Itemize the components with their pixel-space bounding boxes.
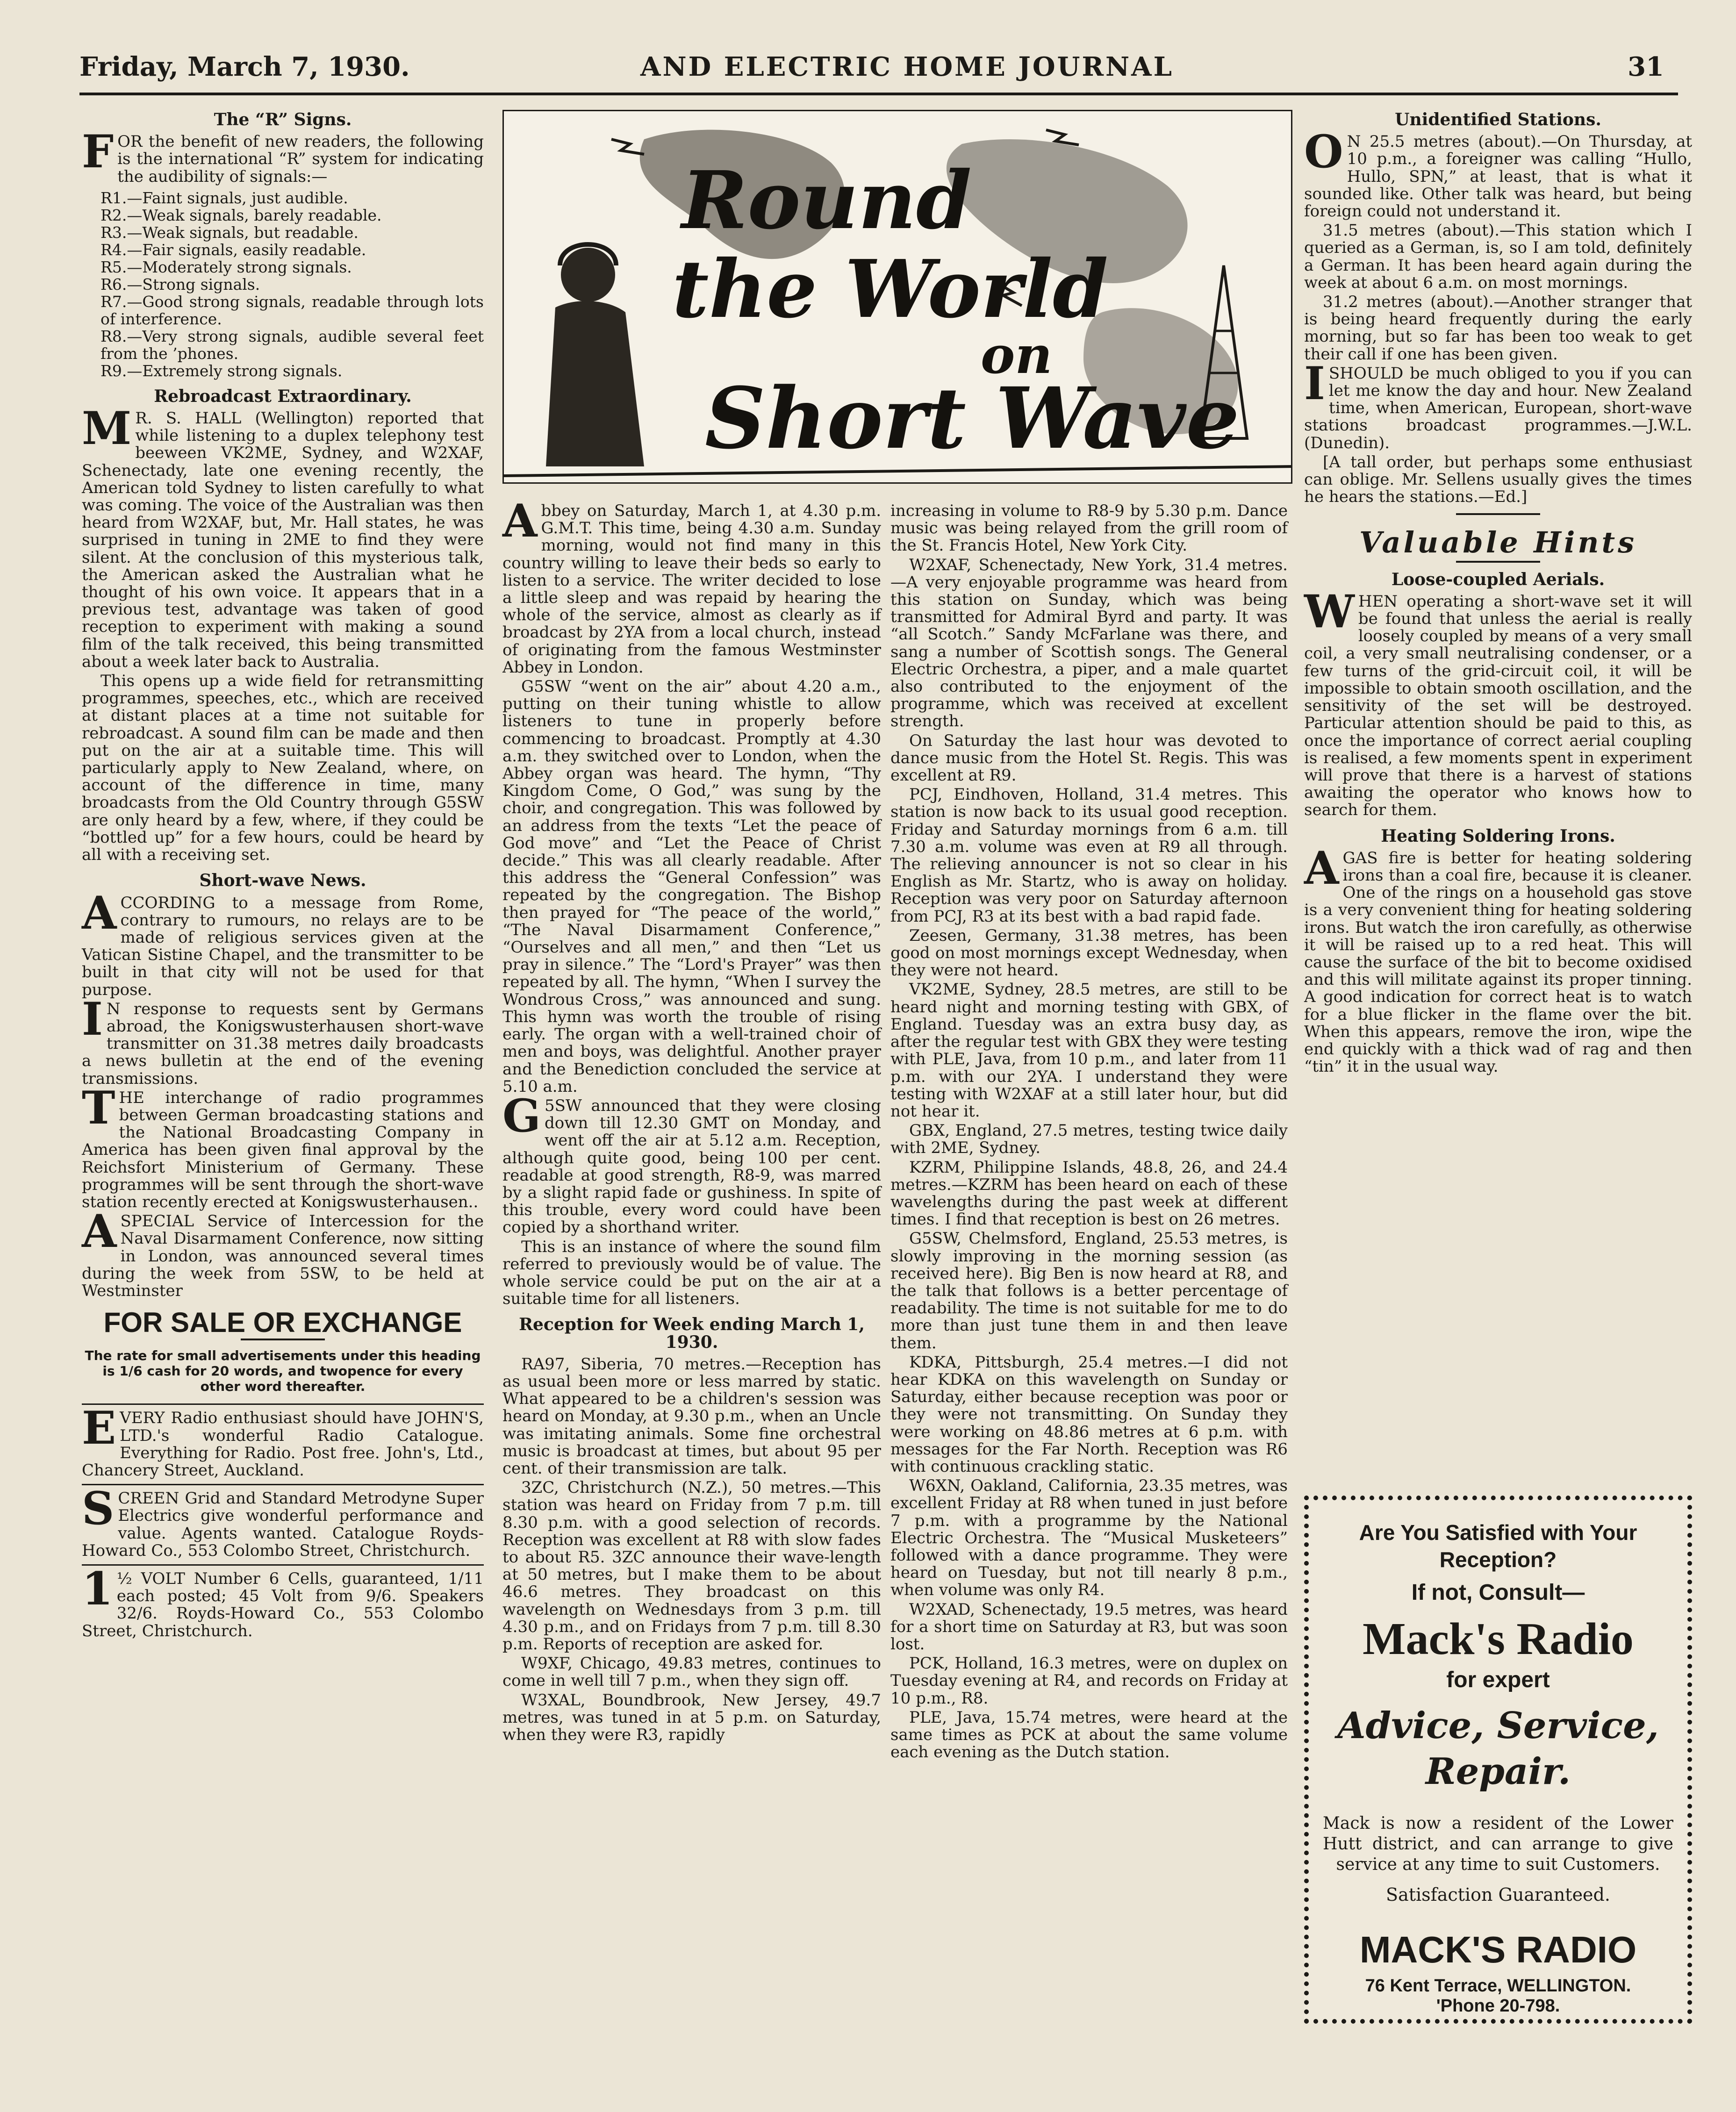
advert-address: 76 Kent Terrace, WELLINGTON. [1365,1976,1631,1996]
advert-for-expert: for expert [1446,1668,1550,1692]
column-2 [502,494,881,1746]
station-report: Zeesen, Germany, 31.38 metres, has been good on most mornings except Wednesday, when they were not heard. [890,926,1288,980]
station-report: PCJ, Eindhoven, Holland, 31.4 metres. This station is now back to its usual good reception. Friday and Saturday mornings from 6 a.m. till 7.30 a.m. volume was even at R9 all through. The relieving announcer is not so clear in his English as Mr. Startz, who is away on holiday. Reception was very poor on Saturday afternoon from PCJ, R3 at its best with a bad rapid fade. [890,785,1288,926]
list-item: R8.—Very strong signals, audible several feet from the ’phones. [100,327,484,363]
editor-note: [A tall order, but perhaps some enthusiast can oblige. Mr. Sellens usually gives the times he hears the stations.—Ed.] [1304,452,1692,507]
station-report: W3XAL, Boundbrook, New Jersey, 49.7 metres, was tuned in at 5 p.m. on Saturday, when they were R3, rapidly [502,1690,881,1745]
list-item: R4.—Fair signals, easily readable. [100,240,366,259]
list-item: R9.—Extremely strong signals. [100,361,343,380]
news-paragraph: IN response to requests sent by Germans abroad, the Konigswusterhausen short-wave transmitter on 31.38 metres daily broadcasts a news bulletin at the end of the evening transmissions. [82,992,484,1088]
advert-question: Are You Satisfied with Your Reception? [1359,1520,1637,1572]
station-report: PCK, Holland, 16.3 metres, were on duplex on Tuesday evening at R4, and records on Friday at 10 p.m., R8. [890,1654,1288,1708]
list-item: R7.—Good strong signals, readable through lots of interference. [100,292,484,328]
station-report: KDKA, Pittsburgh, 25.4 metres.—I did not hear KDKA on this wavelength on Sunday or Saturday, either because reception was poor or they were not transmitting. On Sunday they were working on 48.86 metres at 6 p.m. with messages for the Far North. Reception was R6 with continuous crackling static. [890,1353,1288,1476]
classified-ad-text: SCREEN Grid and Standard Metrodyne Super Electrics give wonderful performance and value. Agents wanted. Catalogue Royds-Howard Co., 553 Colombo Street, Christchurch. [82,1482,484,1560]
column-1 [82,103,484,1642]
classified-ad [82,1403,484,1479]
banner-title-line4: Short Wave [705,369,1240,468]
rebroadcast-heading: Rebroadcast Extraordinary. [154,386,412,406]
r-signs-heading: The “R” Signs. [214,110,352,129]
journal-title: AND ELECTRIC HOME JOURNAL [640,51,1174,82]
masthead [79,51,1678,98]
list-item: R2.—Weak signals, barely readable. [100,206,382,224]
valuable-hints-heading: Valuable Hints [1359,525,1637,560]
advert-brand-footer: MACK'S RADIO [1359,1929,1637,1970]
article-paragraph: This is an instance of where the sound film referred to previously would be of value. The whole service could be put on the air at a suitable time for all listeners. [502,1237,881,1309]
divider [1456,561,1540,563]
list-item: R6.—Strong signals. [100,275,260,294]
rebroadcast-paragraph: MR. S. HALL (Wellington) reported that while listening to a duplex telephony test beeween VK2ME, Sydney, and W2XAF, Schenectady, late one evening recently, the American told Sydney to listen carefully to what was coming. The voice of the Australian was then heard from W2XAF, but, Mr. Hall states, he was surprised in tuning in 2ME to find they were silent. At the conclusion of this mysterious talk, the American asked the Australian what he thought of his own voice. It appears that in a previous test, advantage was taken of good reception to experiment with making a sound film of the talk received, this being transmitted about a week later back to Australia. [82,402,484,671]
r-signs-list [100,189,484,379]
station-report: W6XN, Oakland, California, 23.35 metres, was excellent Friday at R8 when tuned in just before 7 p.m. with a programme by the National Electric Orchestra. The “Musical Musketeers” followed with a dance programme. They were heard on Tuesday, but not till nearly 8 p.m., when volume was only R4. [890,1476,1288,1600]
ad-rate-note: The rate for small advertisements under this heading is 1/6 cash for 20 words, and twopence for every other word thereafter. [85,1348,481,1395]
station-report: increasing in volume to R8-9 by 5.30 p.m. Dance music was being relayed from the grill room of the St. Francis Hotel, New York City. [890,501,1288,555]
station-report: On Saturday the last hour was devoted to dance music from the Hotel St. Regis. This was excellent at R9. [890,731,1288,785]
station-report: W2XAF, Schenectady, New York, 31.4 metres.—A very enjoyable programme was heard from this station on Sunday, which was being transmitted for Admiral Byrd and party. It was “all Scotch.” Sandy McFarlane was there, and sang a number of Scottish songs. The General Electric Orchestra, a piper, and a male quartet also contributed to the enjoyment of the programme, which was received at excellent strength. [890,555,1288,731]
list-item: R5.—Moderately strong signals. [100,258,352,276]
advert-consult: If not, Consult— [1411,1580,1585,1605]
station-report: VK2ME, Sydney, 28.5 metres, are still to be heard night and morning testing with GBX, of England. Tuesday was an extra busy day, as after the regular test with GBX they were testing with PLE, Java, from 10 p.m., and later from 11 p.m. with our 2YA. I understand they were testing with W2XAF at a still later hour, but did not hear it. [890,980,1288,1121]
advert-body: Mack is now a resident of the Lower Hutt district, and can arrange to give service at any time to suit Customers. [1323,1814,1673,1874]
banner-title-line2: the World [672,243,1108,336]
advert-phone: 'Phone 20-798. [1436,1996,1560,2016]
article-paragraph: G5SW announced that they were closing down till 12.30 GMT on Monday, and went off the air at 5.12 a.m. Reception, although quite good, being 100 per cent. readable at good strength, R8-9, was marred by a slight rapid fade or gushiness. In spite of this trouble, every word could have been copied by a shorthand writer. [502,1089,881,1237]
station-report: W2XAD, Schenectady, 19.5 metres, was heard for a short time on Saturday at R3, but was soon lost. [890,1600,1288,1654]
column-3 [890,502,1288,1763]
soldering-heading: Heating Soldering Irons. [1381,826,1615,846]
station-report: RA97, Siberia, 70 metres.—Reception has as usual been more or less marred by static. What appeared to be a children's session was heard on Monday, at 9.30 p.m., when an Uncle was imitating animals. Some fine orchestral music is broadcast at times, but about 95 per cent. of their transmission are talk. [502,1354,881,1478]
news-paragraph: ASPECIAL Service of Intercession for the Naval Disarmament Conference, now sitting in London, was announced several times during the week from 5SW, to be held at Westminster [82,1205,484,1300]
masthead-rule [79,93,1678,95]
list-item: R1.—Faint signals, just audible. [100,188,348,207]
for-sale-heading: FOR SALE OR EXCHANGE [103,1307,462,1339]
soldering-paragraph: AGAS fire is better for heating soldering irons than a coal fire, because it is cleaner. One of the rings on a household gas stove is a very convenient thing for heating soldering irons. But watch the iron carefully, as otherwise it will be raised up to a red heat. This will cause the surface of the bit to become oxidised and this will militate against its proper tinning. A good indication for correct heat is to watch for a blue flicker in the flame over the bit. When this appears, remove the iron, wipe the end quickly with a thick wad of rag and then “tin” it in the usual way. [1304,841,1692,1076]
station-report: 3ZC, Christchurch (N.Z.), 50 metres.—This station was heard on Friday from 7 p.m. till 8.30 p.m. with a good selection of records. Reception was excellent at R8 with slow fades to about R5. 3ZC announce their wave-length at 50 metres, but I make them to be about 46.6 metres. They broadcast on this wavelength on Wednesdays from 3 p.m. till 4.30 p.m., and on Fridays from 7 p.m. till 8.30 p.m. Reports of reception are asked for. [502,1478,881,1654]
advert-services: Advice, Service, Repair. [1337,1704,1659,1793]
macks-radio-advert [1304,1496,1692,2024]
banner-title-line3: on [981,325,1053,385]
unidentified-paragraph: 31.2 metres (about).—Another stranger that is being heard frequently during the early morning, but so far has been too weak to get their call if one has been given. [1304,293,1692,364]
reception-heading: Reception for Week ending March 1, 1930. [519,1315,865,1352]
station-report: KZRM, Philippine Islands, 48.8, 26, and 24.4 metres.—KZRM has been heard on each of these wavelengths during the past week at different times. I find that reception is best on 26 metres. [890,1158,1288,1229]
news-paragraph: THE interchange of radio programmes between German broadcasting stations and the National Broadcasting Company in America has been given final approval by the Reichsfort Ministerium of Germany. These programmes will be sent through the short-wave station recently erected at Konigswusterhausen.. [82,1081,484,1211]
news-paragraph: ACCORDING to a message from Rome, contrary to rumours, no relays are to be made of religious services given at the Vatican Sistine Chapel, and the transmitter to be built in that city will not be used for that purpose. [82,886,484,999]
article-paragraph: Abbey on Saturday, March 1, at 4.30 p.m. G.M.T. This time, being 4.30 a.m. Sunday morning, would not find many in this country willing to leave their beds so early to listen to a service. The writer decided to lose a little sleep and was repaid by hearing the whole of the service, almost as clearly as if broadcast by 2YA from a local church, instead of originating from the famous Westminster Abbey in London. [502,494,881,677]
classified-ad-text: 1½ VOLT Number 6 Cells, guaranteed, 1/11 each posted; 45 Volt from 9/6. Speakers 32/6. Royds-Howard Co., 553 Colombo Street, Christchurch. [82,1562,484,1640]
divider [241,1339,325,1340]
column-4 [1304,103,1692,1077]
aerials-paragraph: WHEN operating a short-wave set it will be found that unless the aerial is really loosely coupled by means of a very small coil, a very small neutralising condenser, or a few turns of the grid-circuit coil, it will be impossible to obtain smooth oscillation, and the sensitivity of the set will be destroyed. Particular attention should be paid to this, as once the importance of correct aerial coupling is realised, a few moments spent in experiment will prove that there is a harvest of stations awaiting the operator who knows how to search for them. [1304,585,1692,820]
issue-date: Friday, March 7, 1930. [79,51,410,82]
banner-title-line1: Round [681,154,972,247]
letter-paragraph: ISHOULD be much obliged to you if you can let me know the day and hour. New Zealand time, when American, European, short-wave stations broadcast programmes.—J.W.L. (Dunedin). [1304,357,1692,452]
round-the-world-banner [502,110,1292,484]
classified-ad [82,1564,484,1640]
aerials-heading: Loose-coupled Aerials. [1391,569,1605,589]
unidentified-heading: Unidentified Stations. [1395,110,1601,129]
list-item: R3.—Weak signals, but readable. [100,223,359,242]
advert-guarantee: Satisfaction Guaranteed. [1386,1884,1610,1905]
rebroadcast-paragraph: This opens up a wide field for retransmitting programmes, speeches, etc., which are received at distant places at a time not suitable for rebroadcast. A sound film can be made and then put on the air at a suitable time. This will particularly apply to New Zealand, where, on account of the difference in time, many broadcasts from the Old Country through G5SW are only heard by a few, where, if they could be “bottled up” for a few hours, could be heard by all with a receiving set. [82,672,484,865]
classified-ad [82,1484,484,1560]
station-report: W9XF, Chicago, 49.83 metres, continues to come in well till 7 p.m., when they sign off. [502,1654,881,1690]
classified-ad-text: EVERY Radio enthusiast should have JOHN'S, LTD.'s wonderful Radio Catalogue. Everything for Radio. Post free. John's, Ltd., Chancery Street, Auckland. [82,1402,484,1480]
short-wave-news-heading: Short-wave News. [199,871,366,891]
station-report: G5SW, Chelmsford, England, 25.53 metres, is slowly improving in the morning session (as received here). Big Ben is now heard at R8, and the talk that follows is a better percentage of readability. The time is not suitable for me to do more than just tune them in and then leave them. [890,1229,1288,1353]
station-report: GBX, England, 27.5 metres, testing twice daily with 2ME, Sydney. [890,1121,1288,1158]
r-signs-intro: FOR the benefit of new readers, the following is the international “R” system for indicating the audibility of signals:— [82,125,484,186]
page-number: 31 [1628,51,1664,82]
unidentified-paragraph: ON 25.5 metres (about).—On Thursday, at 10 p.m., a foreigner was calling “Hullo, Hullo, SPN,” at least, that is what it sounded like. Other talk was heard, but being foreign could not understand it. [1304,125,1692,221]
banner-illustration [504,111,1292,484]
advert-brand: Mack's Radio [1363,1614,1634,1664]
unidentified-paragraph: 31.5 metres (about).—This station which I queried as a German, is, so I am told, definitely a German. It has been heard again during the week at about 6 a.m. on most mornings. [1304,221,1692,292]
station-report: PLE, Java, 15.74 metres, were heard at the same times as PCK at about the same volume each evening as the Dutch station. [890,1708,1288,1762]
article-paragraph: G5SW “went on the air” about 4.20 a.m., putting on their tuning whistle to allow listeners to tune in properly before commencing to broadcast. Promptly at 4.30 a.m. they switched over to London, when the Abbey organ was heard. The hymn, “Thy Kingdom Come, O God,” was sung by the choir, and congregation. This was followed by an address from the texts “Let the peace of God move” and “Let the Peace of Christ decide.” This was all clearly readable. After this address the “General Confession” was repeated by the congregation. The Bishop then prayed for “The peace of the world,” “The Naval Disarmament Conference,” “Ourselves and all men,” and then “Let us pray in silence.” The “Lord's Prayer” was then repeated by all. The hymn, “When I survey the Wondrous Cross,” was announced and sung. This hymn was worth the trouble of rising early. The organ with a well-trained choir of men and boys, was delightful. Another prayer and the Benediction concluded the service at 5.10 a.m. [502,677,881,1096]
divider [1456,513,1540,515]
